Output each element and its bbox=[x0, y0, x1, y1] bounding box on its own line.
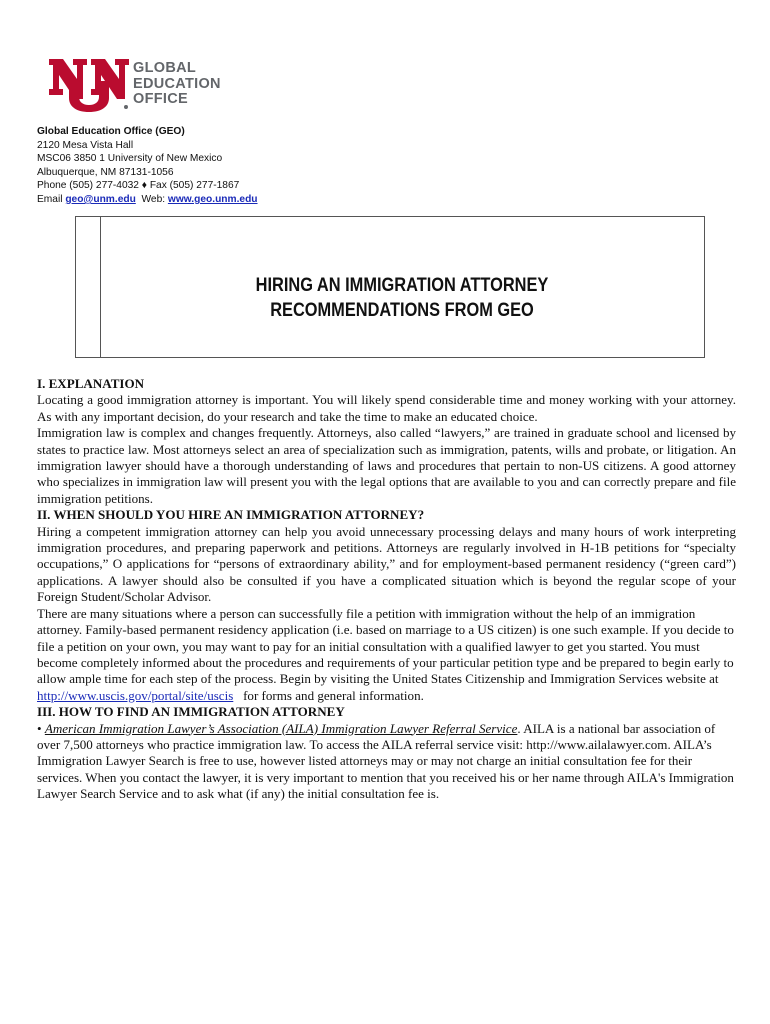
email-label: Email bbox=[37, 193, 66, 205]
address-line-3: Albuquerque, NM 87131-1056 bbox=[37, 166, 174, 178]
contact-block bbox=[37, 125, 258, 207]
logo-line-1: GLOBAL bbox=[133, 60, 197, 76]
title-line-1: HIRING AN IMMIGRATION ATTORNEY bbox=[255, 274, 549, 296]
title-line-2: RECOMMENDATIONS FROM GEO bbox=[270, 299, 534, 321]
uscis-link[interactable]: http://www.uscis.gov/portal/site/uscis bbox=[37, 687, 234, 703]
section-2-paragraph-2-tail: for forms and general information. bbox=[233, 687, 424, 703]
section-1-heading: I. EXPLANATION bbox=[37, 376, 145, 391]
web-link[interactable]: www.geo.unm.edu bbox=[167, 193, 258, 205]
section-2-paragraph-2-text: There are many situations where a person can successfully file a petition with immigration without the help of an immigration attorney. Family-based permanent residency application (i.e. based on marriage to a US citizen) is one such example. If you decide to file a petition on your own, you may want to pay for an initial consultation with a qualified lawyer to get you started. You must become completely informed about the procedures and requirements of your particular petition type and be prepared to begin early to allow ample time for each step of the process. Begin by visiting the United States Citizenship and Immigration Services website at bbox=[37, 605, 734, 687]
section-2-paragraph-2 bbox=[37, 606, 736, 704]
logo-line-3: OFFICE bbox=[133, 91, 188, 107]
section-3-heading: III. HOW TO FIND AN IMMIGRATION ATTORNEY bbox=[37, 704, 345, 720]
email-web-line bbox=[37, 193, 258, 207]
unm-logo-icon bbox=[47, 55, 131, 113]
address-line-1: 2120 Mesa Vista Hall bbox=[37, 139, 134, 151]
aila-service-name[interactable]: American Immigration Lawyer’s Association (AILA) Immigration Lawyer Referral Service bbox=[44, 720, 518, 736]
section-2-paragraph-1: Hiring a competent immigration attorney can help you avoid unnecessary processing delays and many hours of work interpreting immigration procedures, and preparing paperwork and petitions. Attorneys are regularly involved in H-1B petitions for “specialty occupations,” O applications for “persons of extraordinary ability,” and for employment-based permanent residency (“green card”) applications. A lawyer should also be consulted if you have a complicated situation which is beyond the regular scope of your Foreign Student/Scholar Advisor. bbox=[37, 523, 736, 605]
unm-geo-logo bbox=[47, 55, 247, 115]
section-1-paragraph-2: Immigration law is complex and changes frequently. Attorneys, also called “lawyers,” are trained in graduate school and licensed by states to practice law. Most attorneys select an area of specialization such as immigration, patents, wills and probate, or litigation. An immigration lawyer should have a thorough understanding of laws and procedures that pertain to non-US citizens. A good attorney who specializes in immigration law will present you with the legal options that are available to you and can correctly prepare and file immigration petitions. bbox=[37, 425, 736, 506]
section-2-heading: II. WHEN SHOULD YOU HIRE AN IMMIGRATION ATTORNEY? bbox=[37, 507, 425, 523]
section-1-paragraph-1: Locating a good immigration attorney is important. You will likely spend considerable time and money working with your attorney. As with any important decision, do your research and take the time to make an educated choice. bbox=[37, 392, 736, 424]
aila-description: . AILA is a national bar association of over 7,500 attorneys who practice immigration law. To access the AILA referral service visit: http://www.ailalawyer.com. AILA’s Immigration Lawyer Search is free to use, however listed attorneys may or may not charge an initial consultation fee for their services. When you contact the lawyer, it is very important to mention that you received his or her name through AILA's Immigration Lawyer Search Service and to ask what (if any) the initial consultation fee is. bbox=[37, 720, 734, 802]
org-name: Global Education Office (GEO) bbox=[37, 126, 185, 137]
email-link[interactable]: geo@unm.edu bbox=[65, 193, 136, 205]
document-body bbox=[37, 376, 736, 803]
logo-line-2: EDUCATION bbox=[133, 75, 221, 92]
logo-wordmark bbox=[133, 61, 221, 108]
bullet-glyph: • bbox=[37, 720, 45, 736]
phone-fax-line: Phone (505) 277-4032 ♦ Fax (505) 277-1867 bbox=[37, 180, 240, 192]
title-box-divider bbox=[100, 217, 101, 357]
title-box bbox=[75, 216, 705, 358]
document-title bbox=[148, 273, 655, 323]
aila-bullet bbox=[37, 721, 736, 803]
address-line-2: MSC06 3850 1 University of New Mexico bbox=[37, 153, 223, 165]
web-label: Web: bbox=[135, 193, 168, 205]
